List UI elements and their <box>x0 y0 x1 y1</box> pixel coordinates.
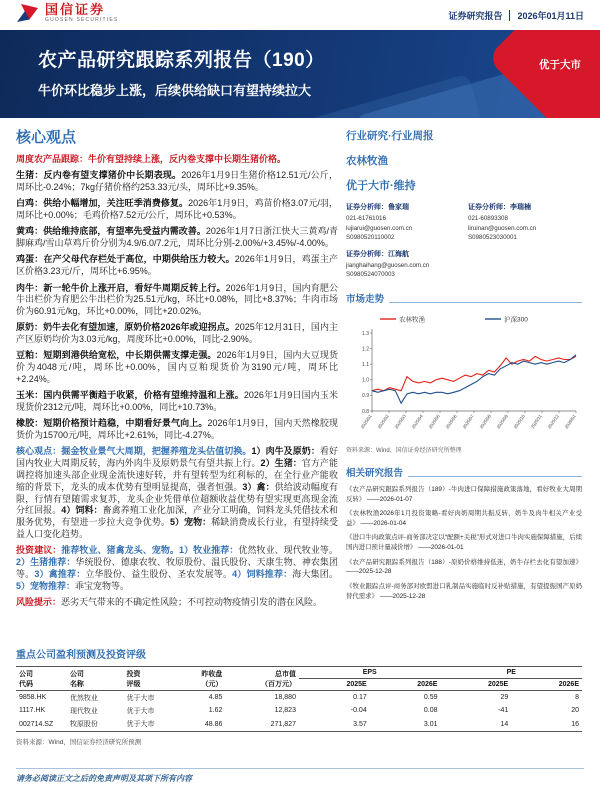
table-cell: 18,880 <box>274 694 296 702</box>
market-trend-chart <box>346 311 582 443</box>
svg-text:0.9: 0.9 <box>362 393 369 400</box>
report-date: 2026年01月11日 <box>517 11 584 21</box>
related-reports-header <box>346 465 582 479</box>
divider <box>509 10 510 21</box>
svg-text:沪深300: 沪深300 <box>504 316 528 324</box>
table-year-header: 2026E <box>511 679 582 691</box>
analyst-contact-line: S0980523030001 <box>468 234 517 242</box>
svg-text:2025/10: 2025/10 <box>512 413 526 430</box>
viewpoint-paragraph: 生猪：反内卷有望支撑猪价中长期表现。2026年1月9日生猪价格12.51元/公斤，周环比-0.24%；7kg仔猪价格约253.33元/头，周环比+9.35%。 <box>16 170 338 193</box>
brand-name-en: GUOSEN SECURITIES <box>45 17 119 23</box>
table-year-header: 2025E <box>440 679 511 691</box>
table-col-header: 投资 评级 <box>124 667 175 691</box>
viewpoint-paragraph: 玉米：国内供需平衡趋于收紧，价格有望维持温和上涨。2026年1月9日国内玉米现货价2312元/吨，周环比+0.00%，同比+10.73%。 <box>16 390 338 413</box>
core-viewpoints-section <box>16 126 338 613</box>
table-cell: 8 <box>575 694 579 702</box>
table-cell: 3.01 <box>370 718 441 732</box>
table-cell: 0.17 <box>353 694 367 702</box>
svg-text:1.2: 1.2 <box>362 346 369 353</box>
report-subtitle: 牛价环比稳步上涨，后续供给缺口有望持续拉大 <box>38 83 312 98</box>
report-title: 农产品研究跟踪系列报告（190） <box>38 50 325 71</box>
market-trend-chart-svg <box>346 311 582 443</box>
svg-text:2025/02: 2025/02 <box>376 413 390 430</box>
viewpoint-paragraph: 豆粕：短期到港供给宽松，中长期供需支撑走强。2026年1月9日，国内大豆现货价为4048元/吨，周环比+0.00%，国内豆粕现货价为3190元/吨，周环比+2.24%。 <box>16 350 338 384</box>
table-cell: 271,827 <box>225 718 299 732</box>
table-col-header: 总市值 （百万元） <box>225 667 299 691</box>
svg-text:2025/06: 2025/06 <box>444 413 458 430</box>
viewpoint-paragraph: 肉牛：新一轮牛价上涨开启，看好牛周期反转上行。2026年1月9日，国内育肥公牛出栏价为育肥公牛出栏价为25.51元/kg，环比+0.08%，同比+8.37%；牛肉市场价为60.91元/kg，环比+0.00%，同比+20.02%。 <box>16 282 338 317</box>
table-cell: -0.04 <box>350 707 367 715</box>
viewpoint-paragraphs <box>16 154 338 609</box>
table-cell: 16 <box>511 718 582 732</box>
rule-line <box>408 476 582 477</box>
company-forecast-section <box>16 646 582 746</box>
related-report-link[interactable]: 《农林牧渔2026年1月投资策略-看好肉奶周期共振反转，奶牛及肉牛相关产业受益》 ——2026-01-04 <box>346 510 582 527</box>
rule-line <box>389 302 582 303</box>
svg-text:2026/01: 2026/01 <box>563 413 577 430</box>
svg-text:2025/09: 2025/09 <box>495 413 509 430</box>
table-cell: 48.86 <box>174 718 225 732</box>
table-cell: 优于大市 <box>126 694 155 702</box>
related-report-link[interactable]: 《进口牛肉政策点评-商务部决定以“配额+关税”形式对进口牛肉实施保障措施，后续国内进口预计量减价增》 ——2026-01-01 <box>346 534 582 552</box>
sidebar <box>346 128 582 606</box>
top-bar <box>0 0 600 30</box>
table-row <box>16 691 582 705</box>
analyst-card <box>468 202 582 243</box>
table-cell: 12,823 <box>274 707 296 715</box>
chart-series-benchmark <box>372 355 576 403</box>
analyst-contact-line: lujiarui@guosen.com.cn <box>346 224 413 232</box>
table-group-header: EPS <box>299 667 441 679</box>
report-meta <box>448 9 584 22</box>
analyst-contact-line: S0980524070003 <box>346 271 395 279</box>
analyst-contact-line: 021-61761016 <box>346 215 386 222</box>
title-banner <box>0 30 600 118</box>
svg-text:2025/08: 2025/08 <box>478 413 492 430</box>
table-cell: 1117.HK <box>19 707 46 715</box>
table-cell: 14 <box>440 718 511 732</box>
table-cell: 1.62 <box>208 707 223 715</box>
analyst-card <box>346 249 460 280</box>
chart-series-industry <box>372 356 576 390</box>
table-year-header: 2026E <box>370 679 441 691</box>
table-col-header: 公司 名称 <box>67 667 124 691</box>
industry-label: 行业研究·行业周报 <box>346 130 434 142</box>
company-forecast-table <box>16 666 582 732</box>
market-trend-header <box>346 291 582 305</box>
analyst-name: 证券分析师：鲁家瑞 <box>346 204 409 211</box>
viewpoint-paragraph: 白鸡：供给小幅增加，关注旺季消费修复。2026年1月9日，鸡苗价格3.07元/羽，周环比+0.00%；毛鸡价格7.52元/公斤，周环比+0.53%。 <box>16 198 338 221</box>
svg-text:1.1: 1.1 <box>362 362 369 369</box>
table-cell: 29 <box>500 694 509 702</box>
svg-text:农林牧渔: 农林牧渔 <box>399 316 425 324</box>
svg-text:2025/12: 2025/12 <box>546 413 560 430</box>
analyst-contact-line: 021-60893308 <box>468 215 508 222</box>
sector-label: 农林牧渔 <box>346 155 388 167</box>
report-type-label: 证券研究报告 <box>448 11 503 21</box>
rating-badge: 优于大市 <box>539 59 581 71</box>
analyst-list <box>346 202 582 280</box>
viewpoint-paragraph: 风险提示：恶劣天气带来的不确定性风险；不可控动物疫情引发的潜在风险。 <box>16 596 323 607</box>
analyst-card <box>346 202 460 243</box>
table-year-header: 2025E <box>299 679 370 691</box>
guosen-logo-icon <box>16 1 40 25</box>
table-cell: -41 <box>498 707 509 715</box>
table-col-header: 昨收盘 （元） <box>174 667 225 691</box>
table-cell: 9858.HK <box>19 694 47 702</box>
viewpoint-paragraph: 黄鸡：供给维持底部，有望率先受益内需改善。2026年1月7日浙江快大三黄鸡/青脚麻鸡/雪山草鸡斤价分别为4.9/6.0/7.2元，周环比分别-2.00%/+3.45%/-4.00%。 <box>16 226 338 249</box>
viewpoint-paragraph: 橡胶：短期价格预计趋稳，中期看好景气向上。2026年1月9日，国内天然橡胶现货价为15700元/吨，周环比+2.61%，同比-4.27%。 <box>16 418 338 441</box>
table-group-header: PE <box>440 667 582 679</box>
table-source-note: 资料来源：Wind、国信证券经济研究所预测 <box>16 738 142 746</box>
brand-name: 国信证券 <box>45 2 106 17</box>
svg-text:2025/11: 2025/11 <box>529 413 543 430</box>
viewpoint-paragraph: 周度农产品跟踪：牛价有望持续上涨，反内卷支撑中长期生猪价格。 <box>16 154 287 164</box>
table-cell: 0.59 <box>423 694 438 702</box>
analyst-name: 证券分析师：李瑞楠 <box>468 204 531 211</box>
related-reports-title: 相关研究报告 <box>346 468 404 480</box>
svg-text:2025/01: 2025/01 <box>359 413 373 430</box>
viewpoint-paragraph: 核心观点：掘金牧业景气大周期，把握养殖龙头估值切换。1）肉牛及原奶：看好国内牧业大周期反转，海内外肉牛及原奶景气有望共振上行。2）生猪：官方产能调控将加速头部企业现金流快速好转，并有望转型为红利标的，在全行业产能收缩的背景下，龙头的成本优势有望明显提高，强者恒强。3）禽：供给波动幅度有限，行情有望随需求复苏，龙头企业凭借单位超额收益优势有望实现更高现金流分红回报。4）饲料：畜禽养殖工业化加深，产业分工明确，饲料龙头凭借技术和服务优势，有望进一步拉大竞争优势。5）宠物：稀缺消费成长行业，有望持续受益人口变化趋势。 <box>16 446 338 539</box>
company-table <box>16 666 582 732</box>
svg-text:1.3: 1.3 <box>362 330 369 337</box>
svg-text:0.8: 0.8 <box>362 408 369 415</box>
chart-source-note: 资料来源：Wind、国信证券经济研究所整理 <box>346 448 462 455</box>
related-report-link[interactable]: 《农产品研究跟踪系列报告（189）-牛肉进口保障措施政策落地，看好牧业大周期反转》 ——2026-01-07 <box>346 486 582 503</box>
svg-text:2025/03: 2025/03 <box>393 413 407 430</box>
viewpoint-paragraph: 原奶：奶牛去化有望加速，原奶价格2026年或迎拐点。2025年12月31日，国内主产区原奶均价为3.03元/kg，周度环比+0.00%，同比-2.90%。 <box>16 322 338 345</box>
related-report-list <box>346 485 582 601</box>
analyst-contact-line: S0980520110002 <box>346 234 395 242</box>
table-title: 重点公司盈利预测及投资评级 <box>16 650 146 661</box>
disclaimer-text: 请务必阅读正文之后的免责声明及其项下所有内容 <box>16 774 192 783</box>
market-trend-title: 市场走势 <box>346 294 385 306</box>
table-cell: 0.08 <box>423 707 438 715</box>
table-cell: 优然牧业 <box>69 694 98 702</box>
section-title-core-views: 核心观点 <box>16 129 77 146</box>
related-report-link[interactable]: 《农产品研究跟踪系列报告（188）-原奶价格维持低迷，奶牛存栏去化有望加速》 ——2025-12-28 <box>346 558 582 576</box>
table-cell: 现代牧业 <box>69 707 98 715</box>
guosen-logo <box>16 1 118 25</box>
analyst-contact-line: jianghaihang@guosen.com.cn <box>346 261 430 269</box>
table-cell: 002714.SZ <box>16 718 67 732</box>
table-cell: 4.85 <box>208 694 223 702</box>
table-cell: 优于大市 <box>124 718 175 732</box>
svg-text:2025/04: 2025/04 <box>410 413 424 430</box>
svg-text:2025/07: 2025/07 <box>461 413 475 430</box>
viewpoint-paragraph: 鸡蛋：在产父母代存栏处于高位，中期供给压力较大。2026年1月9日，鸡蛋主产区价格3.23元/斤，周环比+6.95%。 <box>16 254 338 277</box>
table-row <box>16 718 582 732</box>
rating-maintained-label: 优于大市·维持 <box>346 180 416 192</box>
analyst-name: 证券分析师：江海航 <box>346 250 409 258</box>
table-col-header: 公司 代码 <box>16 667 67 691</box>
related-report-link[interactable]: 《牧业跟踪点评-商务部对欧盟进口乳制品实施临时反补贴措施，有望提振国产原奶替代需求》 ——2025-12-28 <box>346 582 582 600</box>
page-footer <box>16 768 584 784</box>
analyst-contact-line: liruinan@guosen.com.cn <box>468 224 537 232</box>
svg-text:1.0: 1.0 <box>362 377 369 384</box>
table-cell: 20 <box>571 707 579 715</box>
svg-text:2025/05: 2025/05 <box>427 413 441 430</box>
viewpoint-paragraph: 投资建议：推荐牧业、猪禽龙头、宠物。1）牧业推荐：优然牧业、现代牧业等。2）生猪推荐：华统股份、德康农牧、牧原股份、温氏股份、天康生物、神农集团等。3）禽推荐：立华股份、益生股份、圣农发展等。4）饲料推荐：海大集团。5）宠物推荐：乖宝宠物等。 <box>16 545 338 591</box>
table-cell: 优于大市 <box>126 707 155 715</box>
table-cell: 3.57 <box>299 718 370 732</box>
table-row <box>16 704 582 717</box>
table-cell: 牧原股份 <box>67 718 124 732</box>
